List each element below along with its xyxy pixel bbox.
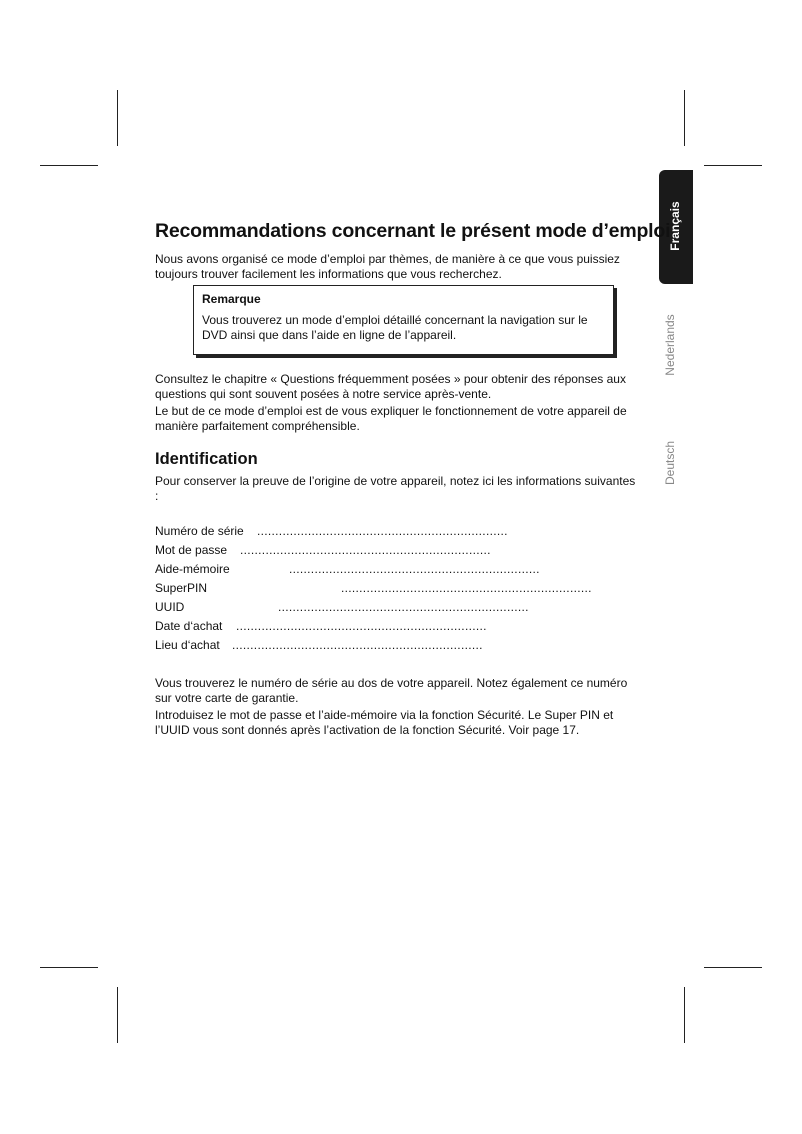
field-label: SuperPIN (155, 581, 208, 595)
field-row-purchase-date (155, 619, 487, 634)
language-tab-deutsch-label: Deutsch (663, 440, 677, 486)
field-blank: ..................................................................... (236, 619, 487, 633)
field-row-superpin (155, 581, 592, 596)
note-title: Remarque (202, 292, 261, 306)
language-tab-nederlands-label: Nederlands (663, 314, 677, 376)
intro-paragraph: Nous avons organisé ce mode d’emploi par thèmes, de manière à ce que vous puissiez toujours trouver facilement les informations que vous recherchez. (155, 252, 620, 281)
goal-paragraph: Le but de ce mode d’emploi est de vous expliquer le fonctionnement de votre appareil de manière parfaitement compréhensible. (155, 404, 627, 433)
field-row-serial-number (155, 524, 508, 539)
crop-mark-bottom-left-vertical (117, 987, 118, 1043)
field-blank: ..................................................................... (232, 638, 483, 652)
field-row-purchase-place (155, 638, 483, 653)
identification-intro: Pour conserver la preuve de l’origine de votre appareil, notez ici les informations suivantes : (155, 474, 636, 503)
note-text: Vous trouverez un mode d’emploi détaillé concernant la navigation sur le DVD ainsi que dans l’aide en ligne de l’appareil. (202, 313, 588, 342)
crop-mark-top-right-horizontal (704, 165, 762, 166)
field-blank: ..................................................................... (341, 581, 592, 595)
field-blank: ..................................................................... (240, 543, 491, 557)
crop-mark-top-left-horizontal (40, 165, 98, 166)
crop-mark-bottom-left-horizontal (40, 967, 98, 968)
serial-paragraph: Vous trouverez le numéro de série au dos de votre appareil. Notez également ce numéro sur votre carte de garantie. (155, 676, 628, 705)
crop-mark-top-left-vertical (117, 90, 118, 146)
field-blank: ..................................................................... (278, 600, 529, 614)
crop-mark-top-right-vertical (684, 90, 685, 146)
field-label: Numéro de série (155, 524, 244, 538)
field-label: Aide-mémoire (155, 562, 230, 576)
field-row-uuid (155, 600, 529, 615)
note-box (193, 285, 614, 355)
crop-mark-bottom-right-horizontal (704, 967, 762, 968)
identification-heading: Identification (155, 450, 258, 468)
password-paragraph: Introduisez le mot de passe et l’aide-mémoire via la fonction Sécurité. Le Super PIN et l’UUID vous sont donnés après l’activation de la fonction Sécurité. Voir page 17. (155, 708, 614, 737)
field-label: Lieu d‘achat (155, 638, 220, 652)
field-label: UUID (155, 600, 185, 614)
page-heading: Recommandations concernant le présent mode d’emploi (155, 220, 671, 242)
field-label: Mot de passe (155, 543, 228, 557)
field-label: Date d‘achat (155, 619, 223, 633)
crop-mark-bottom-right-vertical (684, 987, 685, 1043)
field-blank: ..................................................................... (257, 524, 508, 538)
field-row-password (155, 543, 491, 558)
faq-paragraph: Consultez le chapitre « Questions fréquemment posées » pour obtenir des réponses aux questions qui sont souvent posées à notre service après-vente. (155, 372, 626, 401)
field-blank: ..................................................................... (289, 562, 540, 576)
field-row-memory-aid (155, 562, 540, 577)
language-tab-francais-label: Français (668, 201, 682, 251)
